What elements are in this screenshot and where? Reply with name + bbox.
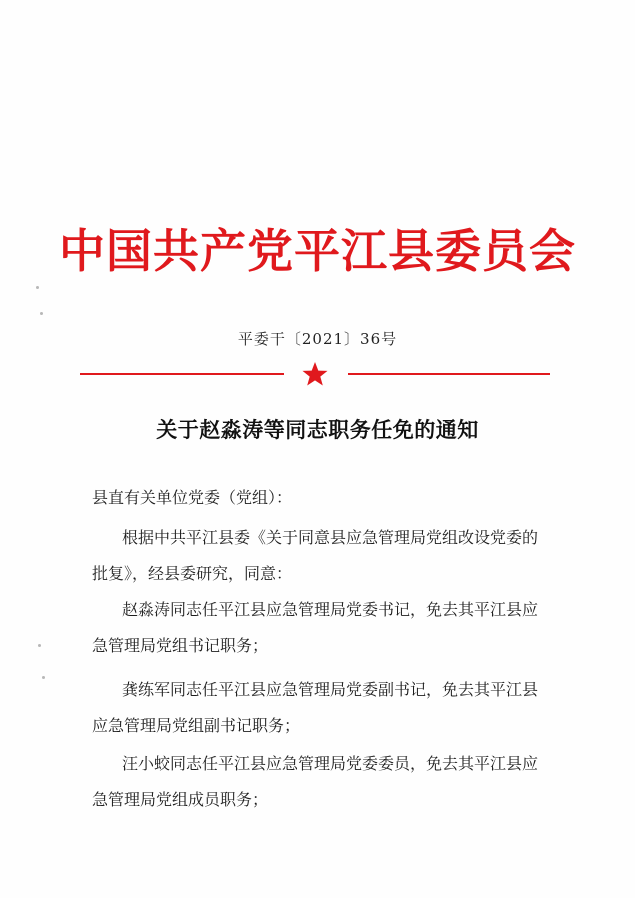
paragraph-line: 赵淼涛同志任平江县应急管理局党委书记，免去其平江县应 [122,600,539,619]
paragraph-line: 急管理局党组成员职务； [92,790,269,809]
paragraph-line: 汪小蛟同志任平江县应急管理局党委委员，免去其平江县应 [122,754,539,773]
salutation: 县直有关单位党委（党组）： [92,488,293,507]
paragraph-line: 龚练军同志任平江县应急管理局党委副书记，免去其平江县 [122,680,539,699]
paragraph-line: 应急管理局党组副书记职务； [92,716,301,735]
paragraph-line: 急管理局党组书记职务； [92,636,269,655]
scan-speck [42,676,45,679]
star-icon [301,361,329,387]
paragraph-line: 根据中共平江县委《关于同意县应急管理局党组改设党委的 [122,528,539,547]
scan-speck [40,312,43,315]
scan-speck [36,286,39,289]
red-divider-right [348,373,550,375]
red-divider-left [80,373,284,375]
issuing-organization-header: 中国共产党平江县委员会 [59,224,576,278]
document-title: 关于赵淼涛等同志职务任免的通知 [156,417,479,442]
document-number: 平委干〔2021〕36号 [237,330,398,348]
scan-speck [38,644,41,647]
paragraph-line: 批复》，经县委研究，同意： [92,564,293,583]
